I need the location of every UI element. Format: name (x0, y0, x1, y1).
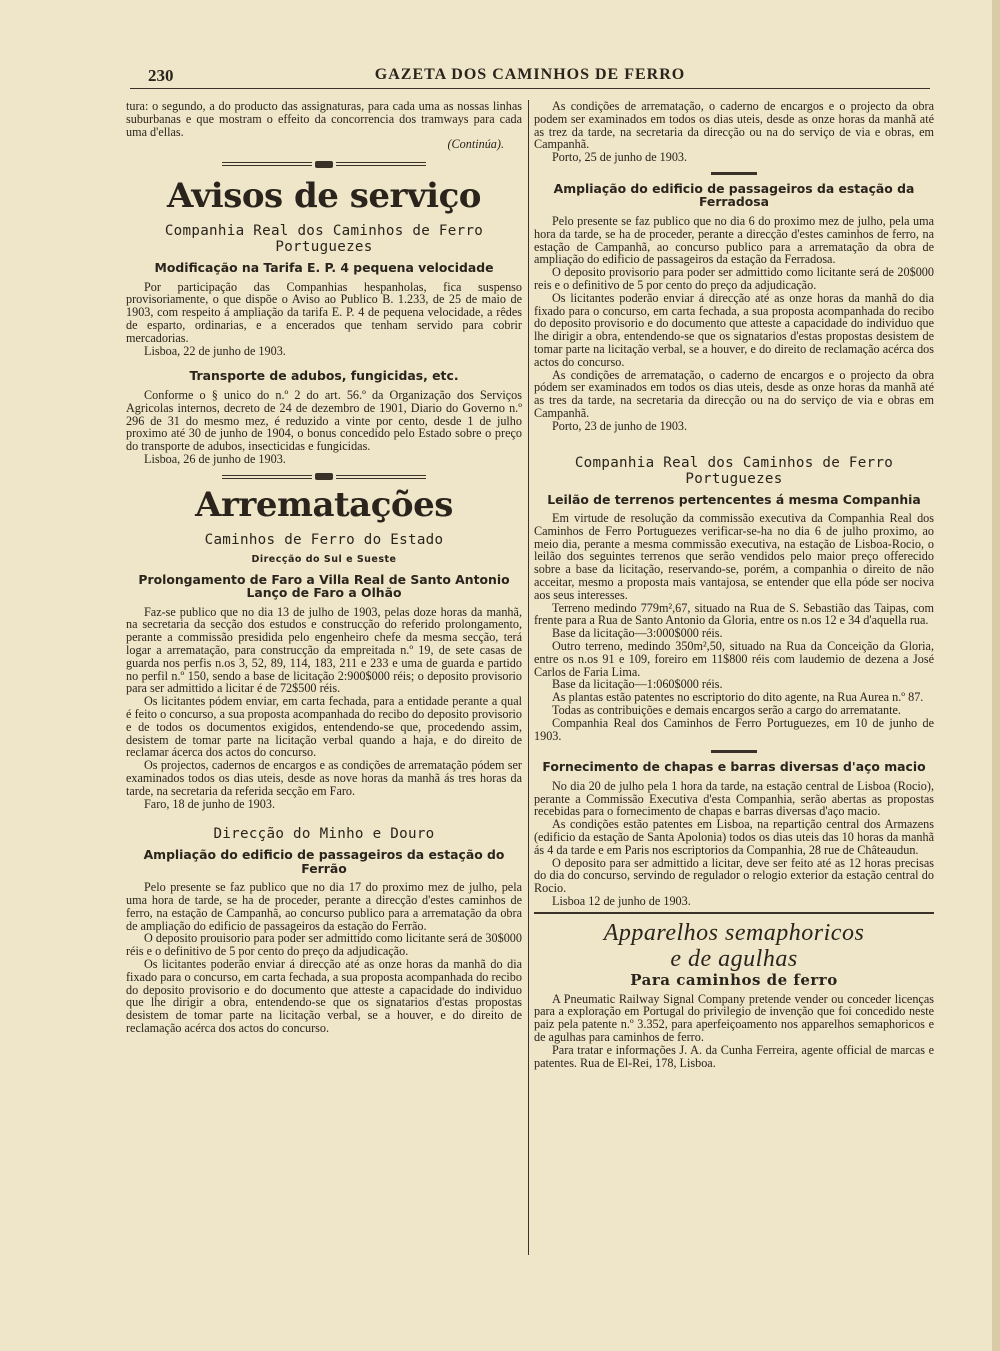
prolongamento-paragraph: Os projectos, cadernos de encargos e as condições de arrematação pódem ser examinados todos os dias uteis, desde as nove horas da manhã ás tres horas da tarde, na secretaria da referida secção em Faro. (126, 758, 522, 798)
chapas-paragraph: O deposito para ser admittido a licitar, deve ser feito até as 12 horas precisas do dia do concurso, servindo de regulador o relogio exterior da estação central do Rocio. (534, 855, 934, 896)
leilao-paragraph: As plantas estão patentes no escriptorio do dito agente, na Rua Aurea n.º 87. (552, 690, 924, 705)
tarifa-paragraph: Por participação das Companhias hespanholas, fica suspenso provisoriamente, o que dispõe o Aviso ao Publico B. 1.233, de 25 de maio de 1903, com respeito á ampliação da tarifa E. P. 4 de pequena velocidade, a rêdes de esparto, ordinarias, e a encerados que tenham servido para cobrir mercadorias. (126, 279, 522, 345)
advert-subtitle: Para caminhos de ferro (630, 970, 838, 989)
tarifa-heading: Modificação na Tarifa E. P. 4 pequena velocidade (154, 260, 494, 276)
sul-heading: Direcção do Sul e Sueste (251, 553, 397, 565)
ferrao-heading: Ampliação do edificio de passageiros da estação do Ferrão (143, 847, 505, 876)
ferradosa-paragraph: O deposito provisorio para poder ser admittido como licitante será de 20$000 reis e o definitivo de 5 por cento do preço da adjudicação. (534, 265, 934, 292)
company-heading: Companhia Real dos Caminhos de Ferro Portuguezes (164, 223, 484, 256)
leilao-heading: Leilão de terrenos pertencentes á mesma Companhia (547, 491, 921, 507)
ferrao-paragraph: Pelo presente se faz publico que no dia 17 do proximo mez de julho, pela uma hora de tarde, se ha de proceder, perante a direcção d'estes caminhos de ferro, na estação de Campanhã, ao concurso publico para a arrematação da obra de ampliação do edificio de passageiros da estação do Ferrão. (126, 880, 522, 933)
estado-heading: Caminhos de Ferro do Estado (204, 531, 444, 548)
prolongamento-date: Faro, 18 de junho de 1903. (144, 796, 275, 811)
ferradosa-paragraph: As condições de arrematação, o caderno de encargos e o projecto da obra pódem ser examinados em todos os dias uteis, desde as onze horas da manhã até as tres da tarde, na secretaria da direcção ou na do serviço de via e obras em Campanhã. (534, 367, 934, 420)
continua-note: (Continúa). (447, 137, 504, 152)
ferrao-paragraph: O deposito prouisorio para poder ser admittido como licitante será de 30$000 réis e o definitivo de 5 por cento do preço da adjudicação. (126, 931, 522, 959)
left-column (126, 100, 522, 1035)
leilao-paragraph: Base da licitação—3:000$000 réis. (552, 626, 723, 641)
advert-title-line2: e de agulhas (670, 945, 798, 972)
company-heading: Companhia Real dos Caminhos de Ferro Portuguezes (574, 454, 894, 487)
minho-heading: Direcção do Minho e Douro (213, 826, 435, 843)
ferradosa-paragraph: Pelo presente se faz publico que no dia 6 do proximo mez de julho, pela uma hora da tarde, se ha de proceder, perante a direcção d'estes caminhos de ferro, na estação de Campanhã, ao concurso publico para a arrematação da obra de ampliação do edificio de passageiros da estação da Ferradosa. (534, 213, 934, 267)
page-header (130, 66, 930, 89)
advert-paragraph: Para tratar e informações J. A. da Cunha Ferreira, agente official de marcas e patentes. Rua de El-Rei, 178, Lisboa. (534, 1042, 934, 1070)
chapas-paragraph: No dia 20 de julho pela 1 hora da tarde, na estação central de Lisboa (Rocio), perante a Commissão Executiva d'esta Companhia, serão abertas as propostas recebidas para o fornecimento de chapas e barras diversas d'aço macio. (534, 778, 934, 819)
journal-title: GAZETA DOS CAMINHOS DE FERRO (374, 66, 686, 83)
ornament-divider (126, 470, 522, 484)
adubos-paragraph: Conforme o § unico do n.º 2 do art. 56.º da Organização dos Serviços Agricolas internos, decreto de 24 de dezembro de 1901, Diario do Governo n.º 296 de 31 do mesmo mez, é reduzido a vinte por cento, desde 1 de julho proximo até 30 de junho de 1904, o bonus concedido pelo Estado sobre o preço do transporte de adubos, insecticidas e fungicidas. (126, 387, 522, 454)
section-title-arrematacoes: Arrematações (195, 484, 453, 525)
ferrao-paragraph: Os licitantes poderão enviar á direcção até as onze horas da manhã do dia fixado para o concurso, em carta fechada, a sua proposta acompanhada do recibo do deposito provisorio e do documento que atteste a capacidade do individuo que lhe dirigir a obra, entendendo-se que os signatarios d'estas propostas desistem de tomar parte na licitação verbal, se a houver, e do direito de reclamação acérca dos actos do concurso. (126, 957, 522, 1036)
leilao-signature: Companhia Real dos Caminhos de Ferro Portuguezes, em 10 de junho de 1903. (534, 715, 934, 743)
chapas-date: Lisboa 12 de junho de 1903. (552, 894, 691, 909)
prolongamento-paragraph: Faz-se publico que no dia 13 de julho de 1903, pelas doze horas da manhã, na secretaria da secção dos estudos e construcção do referido prolongamento, perante a commissão presidida pelo engenheiro chefe da mesma secção, terá logar a arrematação, para construcção da empreitada n.º 19, de sete casas de guarda nos perfis n.os 3, 52, 89, 114, 183, 211 e 233 e uma de guarda e partido no perfil n.º 150, sendo a base de licitação 2:900$000 réis; o deposito provisorio para ser admittido a licitar é de 72$500 réis. (126, 604, 522, 696)
rule-divider (711, 750, 757, 753)
tarifa-date: Lisboa, 22 de junho de 1903. (144, 343, 286, 358)
campanha-paragraph: As condições de arrematação, o caderno de encargos e o projecto da obra podem ser examinados em todos os dias uteis, desde as onze horas da manhã até as trez da tarde, na secretaria da direcção ou na do serviço de via e obras, em Campanhã. (534, 99, 934, 152)
ferradosa-date: Porto, 23 de junho de 1903. (552, 418, 688, 433)
column-divider (528, 100, 529, 1255)
campanha-date: Porto, 25 de junho de 1903. (552, 150, 688, 165)
adubos-date: Lisboa, 26 de junho de 1903. (144, 451, 286, 466)
advert-title-line1: Apparelhos semaphoricos (603, 919, 865, 946)
section-title-avisos: Avisos de serviço (167, 176, 481, 217)
leilao-paragraph: Todas as contribuições e demais encargos serão a cargo do arrematante. (552, 702, 901, 717)
ferradosa-heading: Ampliação do edificio de passageiros da estação da Ferradosa (553, 180, 915, 210)
leilao-paragraph: Terreno medindo 779m²,67, situado na Rua de S. Sebastião das Taipas, com frente para a Rua de Santo Antonio da Gloria, entre os n.os 12 e 34 d'aquella rua. (534, 600, 934, 628)
rule-divider (711, 172, 757, 175)
ferradosa-paragraph: Os licitantes poderão enviar á direcção até as onze horas da manhã do dia fixado para o concurso, em carta fechada, a sua proposta acompanhada do recibo do deposito provisorio e do documento que atteste a capacidade do individuo que lhe dirigir a obra, entendendo-se que os signatarios d'estas propostas desistem de tomar parte na licitação verbal, se a houver, e do direito de reclamação acérca dos actos do concurso. (534, 290, 934, 369)
adubos-heading: Transporte de adubos, fungicidas, etc. (189, 368, 459, 384)
chapas-paragraph: As condições estão patentes em Lisboa, na repartição central dos Armazens (edificio da estação de Santa Apolonia) todos os dias uteis das 10 horas da manhã ás 4 da tarde e em Paris nos escriptorios da Companhia, 28 rue de Châteaudun. (534, 817, 934, 857)
leilao-paragraph: Outro terreno, medindo 350m²,50, situado na Rua da Conceição da Gloria, entre os n.os 91 e 109, foreiro em 11$800 réis com laudemio de dezena a José Carlos de Faria Lima. (534, 639, 934, 679)
advert-paragraph: A Pneumatic Railway Signal Company pretende vender ou conceder licenças para a exploração em Portugal do privilegio de invenção que foi concedido neste paiz pela patente n.º 3.352, para aperfeiçoamento nos apparelhos semaphoricos e de agulhas para caminhos de ferro. (534, 991, 934, 1045)
prolongamento-heading: Prolongamento de Faro a Villa Real de Santo Antonio Lanço de Faro a Olhão (138, 571, 510, 601)
leilao-paragraph: Em virtude de resolução da commissão executiva da Companhia Real dos Caminhos de Ferro Portuguezes verificar-se-ha no dia 6 de julho proximo, ao meio dia, perante a mesma commissão executiva, na estação de Lisboa-Rocio, o leilão dos seguintes terrenos que serão vendidos pelo maior preço offerecido sobre a base da licitação, reservando-se, porém, a companhia o direito de não acceitar, mesmo a proposta mais vantajosa, se entender que ella póde ser nociva aos seus interesses. (534, 511, 934, 602)
rule-divider (534, 912, 934, 914)
right-column (534, 100, 934, 1069)
chapas-heading: Fornecimento de chapas e barras diversas d'aço macio (542, 759, 926, 775)
prolongamento-paragraph: Os licitantes pódem enviar, em carta fechada, para a entidade perante a qual é feito o concurso, a sua proposta acompanhada do recibo do deposito provisorio e de todos os documentos exigidos, entendendo-se que, procedendo assim, desistem de tomar parte na licitação verbal quando a haja, e do direito de reclamar ácerca dos actos do concurso. (126, 694, 522, 760)
intro-paragraph: tura: o segundo, a do producto das assignaturas, para cada uma as nossas linhas suburbanas e que mostram o effeito da concorrencia dos tramways para cada uma d'ellas. (126, 99, 522, 139)
ornament-divider (126, 157, 522, 171)
page-edge (992, 0, 1000, 1351)
page-number: 230 (148, 66, 174, 85)
leilao-paragraph: Base da licitação—1:060$000 réis. (552, 677, 723, 692)
